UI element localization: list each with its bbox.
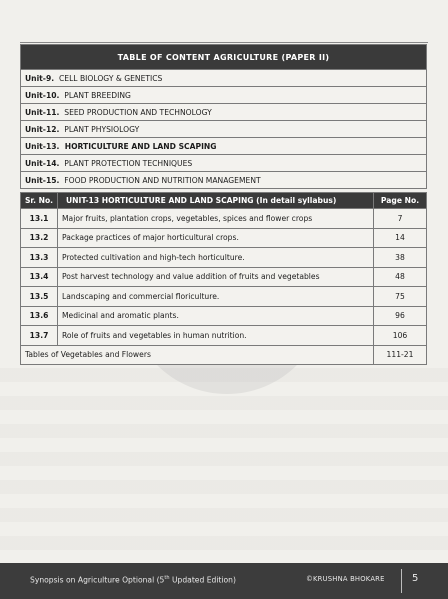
toc-unit-number: Unit-13. bbox=[25, 141, 60, 151]
toc-row bbox=[21, 155, 427, 172]
toc-unit-number: Unit-9. bbox=[25, 73, 55, 83]
topic-number: 13.1 bbox=[21, 209, 58, 229]
syllabus-extra-row bbox=[21, 345, 427, 365]
copyright-text: ©KRUSHNA BHOKARE bbox=[306, 575, 385, 583]
topic-page: 38 bbox=[374, 248, 427, 268]
table-of-contents bbox=[20, 44, 427, 189]
topic-title: Role of fruits and vegetables in human nutrition. bbox=[58, 326, 374, 346]
topic-number: 13.4 bbox=[21, 267, 58, 287]
toc-row bbox=[21, 104, 427, 121]
bleed-through-background bbox=[0, 368, 448, 568]
topic-page: 48 bbox=[374, 267, 427, 287]
topic-title: Medicinal and aromatic plants. bbox=[58, 306, 374, 326]
topic-title: Landscaping and commercial floriculture. bbox=[58, 287, 374, 307]
toc-row-highlighted bbox=[21, 138, 427, 155]
syllabus-row bbox=[21, 209, 427, 229]
syllabus-row bbox=[21, 287, 427, 307]
toc-header: TABLE OF CONTENT AGRICULTURE (PAPER II) bbox=[21, 45, 427, 70]
book-title-sup: th bbox=[164, 575, 170, 581]
book-title-suffix: Updated Edition) bbox=[169, 575, 236, 585]
topic-page: 106 bbox=[374, 326, 427, 346]
syllabus-row bbox=[21, 267, 427, 287]
col-unit-title: UNIT-13 HORTICULTURE AND LAND SCAPING (In detail syllabus) bbox=[58, 193, 374, 209]
syllabus-row bbox=[21, 248, 427, 268]
toc-row bbox=[21, 172, 427, 189]
page-number: 5 bbox=[412, 573, 419, 584]
top-rule bbox=[20, 42, 428, 43]
topic-title: Major fruits, plantation crops, vegetables, spices and flower crops bbox=[58, 209, 374, 229]
toc-unit-number: Unit-15. bbox=[25, 175, 60, 185]
topic-number: 13.3 bbox=[21, 248, 58, 268]
toc-unit-number: Unit-10. bbox=[25, 90, 60, 100]
col-page-no: Page No. bbox=[374, 193, 427, 209]
extra-label: Tables of Vegetables and Flowers bbox=[21, 345, 374, 365]
toc-row bbox=[21, 70, 427, 87]
extra-page: 111-21 bbox=[374, 345, 427, 365]
toc-unit-title: CELL BIOLOGY & GENETICS bbox=[58, 73, 163, 83]
topic-title: Protected cultivation and high-tech horticulture. bbox=[58, 248, 374, 268]
book-title bbox=[30, 575, 236, 585]
topic-title: Post harvest technology and value addition of fruits and vegetables bbox=[58, 267, 374, 287]
toc-unit-title: PLANT PHYSIOLOGY bbox=[64, 124, 140, 134]
footer-divider bbox=[401, 569, 402, 593]
topic-number: 13.5 bbox=[21, 287, 58, 307]
toc-unit-title: FOOD PRODUCTION AND NUTRITION MANAGEMENT bbox=[64, 175, 261, 185]
topic-page: 14 bbox=[374, 228, 427, 248]
toc-unit-title: PLANT PROTECTION TECHNIQUES bbox=[64, 158, 193, 168]
toc-unit-title: HORTICULTURE AND LAND SCAPING bbox=[64, 141, 217, 151]
topic-page: 75 bbox=[374, 287, 427, 307]
syllabus-row bbox=[21, 228, 427, 248]
syllabus-row bbox=[21, 326, 427, 346]
col-sr-no: Sr. No. bbox=[21, 193, 58, 209]
topic-title: Package practices of major horticultural crops. bbox=[58, 228, 374, 248]
toc-row bbox=[21, 121, 427, 138]
syllabus-header-row bbox=[21, 193, 427, 209]
toc-unit-title: SEED PRODUCTION AND TECHNOLOGY bbox=[64, 107, 212, 117]
toc-unit-title: PLANT BREEDING bbox=[64, 90, 131, 100]
toc-row bbox=[21, 87, 427, 104]
page-footer bbox=[0, 563, 448, 599]
toc-unit-number: Unit-12. bbox=[25, 124, 60, 134]
toc-unit-number: Unit-14. bbox=[25, 158, 60, 168]
topic-number: 13.2 bbox=[21, 228, 58, 248]
topic-number: 13.6 bbox=[21, 306, 58, 326]
book-title-prefix: Synopsis on Agriculture Optional (5 bbox=[30, 575, 165, 585]
topic-page: 96 bbox=[374, 306, 427, 326]
topic-page: 7 bbox=[374, 209, 427, 229]
topic-number: 13.7 bbox=[21, 326, 58, 346]
toc-unit-number: Unit-11. bbox=[25, 107, 60, 117]
syllabus-row bbox=[21, 306, 427, 326]
syllabus-table bbox=[20, 192, 427, 365]
